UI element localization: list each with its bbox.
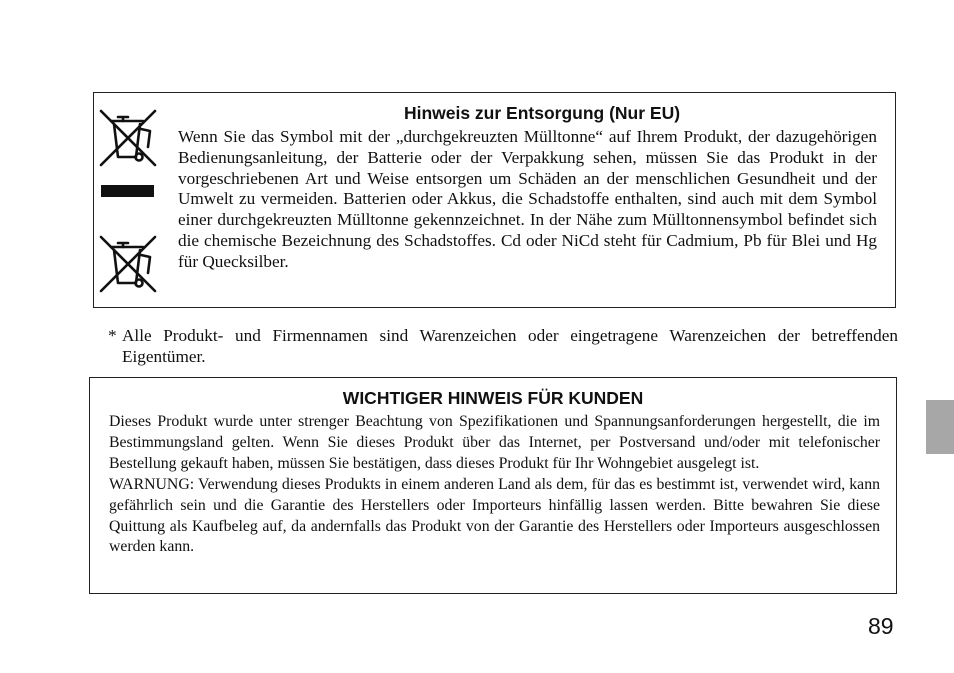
black-bar-icon [101,185,154,197]
disposal-text: Wenn Sie das Symbol mit der „durchgekreuzten Mülltonne“ auf Ihrem Produkt, der dazugehörigen Bedienungsanleitung, der Batterie oder der Verpakkung sehen, müssen Sie das Produkt in der vorgeschriebenen Art und Weise entsorgen um Schäden an der menschlichen Gesundheit und der Umwelt zu vermeiden. Batterien oder Akkus, die Schadstoffe enthalten, sind auch mit dem Symbol einer durchgekreuzten Mülltonne gekennzeichnet. In der Nähe zum Mülltonnensymbol befindet sich die chemische Bezeichnung des Schadstoffes. Cd oder NiCd steht für Cadmium, Pb für Blei und Hg für Quecksilber. [178,127,877,271]
customer-notice-paragraph: Dieses Produkt wurde unter strenger Beachtung von Spezifikationen und Spannungsanforderungen hergestellt, die im Bestimmungsland gelten. Wenn Sie dieses Produkt über das Internet, per Postversand und/oder mit telefonischer Bestellung gekauft haben, müssen Sie bestätigen, dass dieses Produkt für Ihr Wohngebiet ausgelegt ist. [109,413,880,472]
disposal-title: Hinweis zur Entsorgung (Nur EU) [403,103,681,123]
trademark-note-text: Alle Produkt- und Firmennamen sind Warenzeichen oder eingetragene Warenzeichen der betreffenden Eigentümer. [122,326,898,366]
footnote-marker: * [108,326,117,345]
page-number: 89 [868,613,894,639]
disposal-notice-box [93,92,896,308]
customer-notice-body [109,412,880,558]
customer-notice-title: WICHTIGER HINWEIS FÜR KUNDEN [342,388,644,408]
crossed-out-wheelie-bin-icon [98,233,160,295]
customer-notice-box [89,377,897,594]
customer-notice-warning: WARNUNG: Verwendung dieses Produkts in einem anderen Land als dem, für das es bestimmt ist, verwendet wird, kann gefährlich sein und die Garantie des Herstellers oder Importeurs hinfällig lassen werden. Bitte bewahren Sie diese Quittung als Kaufbeleg auf, da andernfalls das Produkt von der Garantie des Herstellers oder Importeurs ausgeschlossen werden kann. [109,475,880,556]
trademark-note [108,325,898,367]
section-tab [926,400,954,454]
